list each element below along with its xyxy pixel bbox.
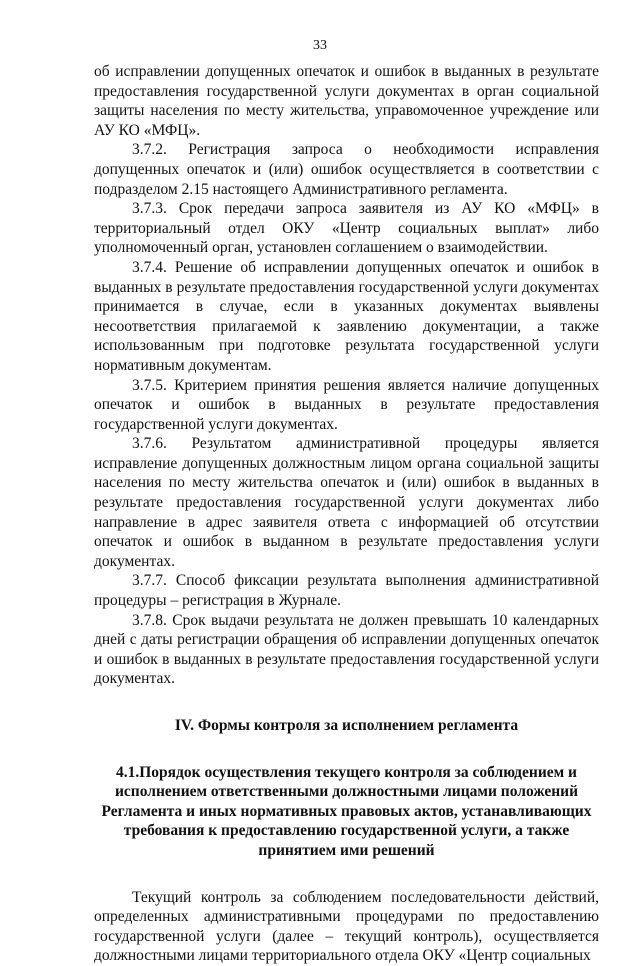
document-body (94, 62, 599, 966)
paragraph-3-7-6: 3.7.6. Результатом административной процедуры является исправление допущенных должностным лицом органа социальной защиты населения по месту жительства опечаток и (или) ошибок в выданных в результате предоставления государственной услуги документах либо направление в адрес заявителя ответа с информацией об отсутствии опечаток и ошибок в выданном в результате предоставления услуги документах. (94, 435, 599, 570)
paragraph-3-7-7: 3.7.7. Способ фиксации результата выполнения административной процедуры – регистрация в Журнале. (94, 572, 599, 610)
paragraph-3-7-3: 3.7.3. Срок передачи запроса заявителя из АУ КО «МФЦ» в территориальный отдел ОКУ «Центр социальных выплат» либо уполномоченный орган, установлен соглашением о взаимодействии. (94, 200, 599, 257)
paragraph-current-control: Текущий контроль за соблюдением последовательности действий, определенных административными процедурами по предоставлению государственной услуги (далее – текущий контроль), осуществляется должностными лицами территориального отдела ОКУ «Центр социальных (94, 888, 599, 965)
subsection-heading: 4.1.Порядок осуществления текущего контроля за соблюдением и исполнением ответственными должностными лицами положений Регламента и иных нормативных правовых актов, устанавливающих требования к предоставлению государственной услуги, а также принятием ими решений (101, 763, 592, 859)
paragraph-continuation: об исправлении допущенных опечаток и ошибок в выданных в результате предоставления государственной услуги документах в орган социальной защиты населения по месту жительства, управомоченное учреждение или АУ КО «МФЦ». (94, 63, 599, 139)
paragraph-3-7-8: 3.7.8. Срок выдачи результата не должен превышать 10 календарных дней с даты регистрации обращения об исправлении допущенных опечаток и ошибок в выданных в результате предоставления государственной услуги документах. (94, 611, 599, 688)
section-heading: IV. Формы контроля за исполнением регламента (174, 717, 519, 734)
paragraph-3-7-5: 3.7.5. Критерием принятия решения является наличие допущенных опечаток и ошибок в выданных в результате предоставления государственной услуги документах. (94, 376, 599, 433)
paragraph-3-7-2: 3.7.2. Регистрация запроса о необходимости исправления допущенных опечаток и (или) ошибок осуществляется в соответствии с подразделом 2.15 настоящего Административного регламента. (94, 141, 599, 198)
page-number: 33 (313, 38, 327, 53)
paragraph-3-7-4: 3.7.4. Решение об исправлении допущенных опечаток и ошибок в выданных в результате предоставления государственной услуги документах принимается в случае, если в указанных документах выявлены несоответствия прилагаемой к заявлению документации, а также использованным при подготовке результата государственной услуги нормативным документам. (94, 258, 599, 374)
